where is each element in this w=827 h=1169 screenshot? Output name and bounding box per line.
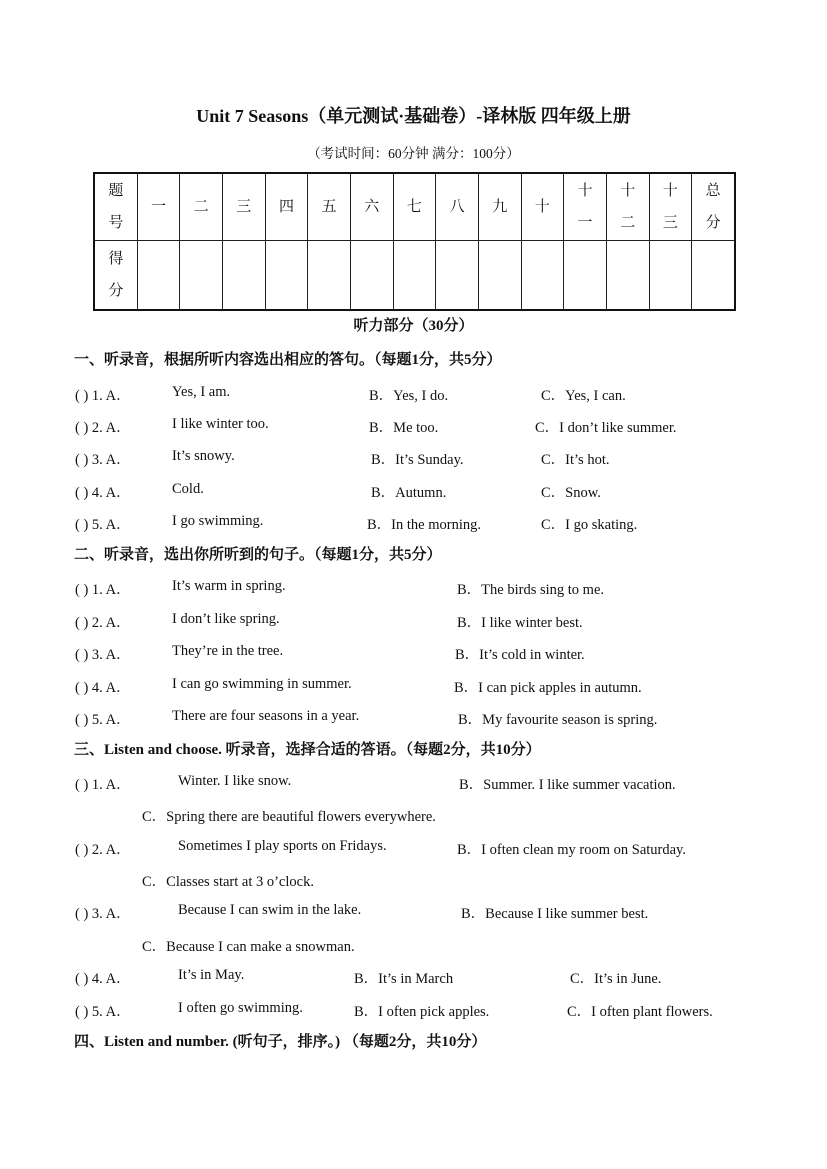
score-cell [393,241,436,311]
option-c: C．Snow. [541,485,601,501]
option-b: B．Autumn. [371,485,447,501]
option-c: C．Yes, I can. [541,388,626,404]
option-c: C．Spring there are beautiful flowers everywhere. [142,809,436,825]
col-header: 八 [436,173,479,241]
col-header: 十 二 [606,173,649,241]
option-a: Winter. I like snow. [178,773,292,789]
score-row [94,241,735,311]
page-title: Unit 7 Seasons（单元测试·基础卷）-译林版 四年级上册 [196,106,631,126]
row-label: 得 分 [94,241,137,311]
score-cell [308,241,351,311]
question-number: ( ) 4. A． [75,971,131,987]
score-cell [180,241,223,311]
question-number: ( ) 3. A． [75,452,131,468]
option-b: B．It’s in March [354,971,454,987]
score-cell [521,241,564,311]
col-header: 十 一 [564,173,607,241]
col-header: 四 [265,173,308,241]
option-b: B．My favourite season is spring. [458,712,658,728]
option-c: C．I go skating. [541,517,638,533]
option-a: There are four seasons in a year. [172,708,360,724]
option-b: B．The birds sing to me. [457,582,605,598]
option-a: It’s warm in spring. [172,578,286,594]
option-b: B．Me too. [369,420,439,436]
score-cell [436,241,479,311]
option-b: B．It’s cold in winter. [455,647,585,663]
section-2-title: 二、听录音，选出你所听到的句子。（每题1分，共5分） [74,547,442,563]
question-number: ( ) 1. A． [75,582,131,598]
option-b: B．I often pick apples. [354,1004,490,1020]
question-number: ( ) 3. A． [75,647,131,663]
question-number-row [94,173,735,241]
question-number: ( ) 5. A． [75,712,131,728]
option-b: B．Summer. I like summer vacation. [459,777,676,793]
option-a: Yes, I am. [172,384,231,400]
col-header: 三 [222,173,265,241]
option-b: B．In the morning. [367,517,481,533]
question-number: ( ) 5. A． [75,517,131,533]
score-cell [606,241,649,311]
score-cell [222,241,265,311]
question-number: ( ) 4. A． [75,485,131,501]
col-header: 五 [308,173,351,241]
exam-info: （考试时间：60分钟 满分：100分） [307,146,520,161]
option-c: C．I often plant flowers. [567,1004,713,1020]
option-c: C．It’s in June. [570,971,662,987]
option-b: B．It’s Sunday. [371,452,464,468]
option-b: B．Because I like summer best. [461,906,649,922]
option-c: C．Because I can make a snowman. [142,939,355,955]
option-a: I often go swimming. [178,1000,303,1016]
col-header: 十 [521,173,564,241]
col-header: 二 [180,173,223,241]
question-number: ( ) 4. A． [75,680,131,696]
score-table [93,172,736,311]
row-label: 题 号 [94,173,137,241]
section-3-title: 三、Listen and choose. 听录音，选择合适的答语。（每题2分，共10分） [74,742,541,758]
option-a: They’re in the tree. [172,643,284,659]
score-cell [564,241,607,311]
question-number: ( ) 3. A． [75,906,131,922]
option-c: C．It’s hot. [541,452,610,468]
score-cell [137,241,180,311]
option-c: C．Classes start at 3 o’clock. [142,874,314,890]
option-a: It’s snowy. [172,448,235,464]
option-b: B．I can pick apples in autumn. [454,680,642,696]
part-title: 听力部分（30分） [353,318,474,334]
score-cell [265,241,308,311]
option-a: I like winter too. [172,416,269,432]
question-number: ( ) 2. A． [75,420,131,436]
col-header: 六 [350,173,393,241]
option-a: Sometimes I play sports on Fridays. [178,838,387,854]
question-number: ( ) 2. A． [75,842,131,858]
option-b: B．I often clean my room on Saturday. [457,842,686,858]
score-cell [692,241,735,311]
col-header: 十 三 [649,173,692,241]
question-number: ( ) 1. A． [75,388,131,404]
score-cell [478,241,521,311]
score-cell [350,241,393,311]
col-header: 总 分 [692,173,735,241]
option-a: Cold. [172,481,204,497]
option-a: Because I can swim in the lake. [178,902,362,918]
option-a: I don’t like spring. [172,611,280,627]
option-c: C．I don’t like summer. [535,420,677,436]
section-4-title: 四、Listen and number. (听句子，排序。) （每题2分，共10分） [74,1034,487,1050]
option-a: I can go swimming in summer. [172,676,352,692]
col-header: 九 [478,173,521,241]
col-header: 七 [393,173,436,241]
section-1-title: 一、听录音，根据所听内容选出相应的答句。（每题1分，共5分） [74,352,502,368]
question-number: ( ) 2. A． [75,615,131,631]
question-number: ( ) 1. A． [75,777,131,793]
question-number: ( ) 5. A． [75,1004,131,1020]
col-header: 一 [137,173,180,241]
option-a: I go swimming. [172,513,264,529]
score-cell [649,241,692,311]
option-b: B．I like winter best. [457,615,583,631]
option-b: B．Yes, I do. [369,388,449,404]
option-a: It’s in May. [178,967,245,983]
